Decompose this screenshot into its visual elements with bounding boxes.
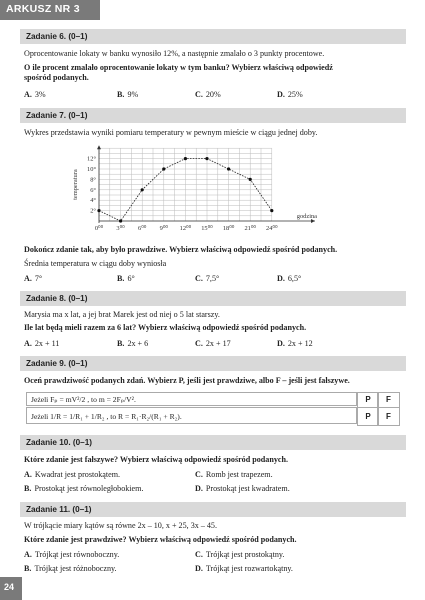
task-7-title: Zadanie 7. (0–1) [26,111,88,120]
task-6-question-line1: O ile procent zmalało oprocentowanie lokaty w tym banku? Wybierz właściwą odpowiedź [24,63,333,72]
data-point [141,188,144,191]
x-tick-label: 6⁰⁰ [138,225,147,232]
task-7-option-d[interactable]: D. 6,5° [277,274,302,283]
task-10-option-c[interactable]: C. Romb jest trapezem. [195,470,273,479]
data-point [162,167,165,170]
task-10-option-a[interactable]: A. Kwadrat jest prostokątem. [24,470,121,479]
x-tick-label: 24⁰⁰ [266,225,278,232]
data-point [249,178,252,181]
task-6-question-line2: spośród podanych. [24,73,89,82]
chart-labels [72,156,317,232]
task-8-header [20,291,406,306]
task-10-title: Zadanie 10. (0–1) [26,438,92,447]
task-9-row2-p[interactable]: P [357,407,379,426]
y-tick-label: 6° [90,186,96,194]
temperature-chart [50,142,350,242]
y-tick-label: 12° [87,155,96,163]
y-tick-label: 2° [90,207,96,215]
x-tick-label: 3⁰⁰ [116,225,125,232]
x-tick-label: 12⁰⁰ [179,225,192,232]
task-7-option-b[interactable]: B. 6° [117,274,135,283]
task-8-question: Ile lat będą mieli razem za 6 lat? Wybierz właściwą odpowiedź spośród podanych. [24,323,307,332]
task-6-text: Oprocentowanie lokaty w banku wynosiło 12%, a następnie zmalało o 3 punkty procentowe. [24,49,325,58]
task-9-title: Zadanie 9. (0–1) [26,359,88,368]
page-number: 24 [4,582,15,592]
task-11-option-a[interactable]: A. Trójkąt jest równoboczny. [24,550,120,559]
task-11-header [20,502,406,517]
task-11-text: W trójkącie miary kątów są równe 2x – 10, x + 25, 3x – 45. [24,521,218,530]
task-8-option-a[interactable]: A. 2x + 11 [24,339,60,348]
sheet-title: ARKUSZ NR 3 [6,3,80,15]
task-7-sentence: Średnia temperatura w ciągu doby wyniosła [24,259,167,268]
task-9-row1-f[interactable]: F [377,392,400,408]
data-point [270,209,273,212]
task-7-question: Dokończ zdanie tak, aby było prawdziwe. Wybierz właściwą odpowiedź spośród podanych. [24,245,338,254]
data-point [97,209,100,212]
task-8-title: Zadanie 8. (0–1) [26,294,88,303]
task-9-statement-1: Jeżeli Fₚ = mV²/2 , to m = 2Fₚ/V². [26,392,357,406]
task-10-header [20,435,406,450]
task-7-header [20,108,406,123]
task-8-text: Marysia ma x lat, a jej brat Marek jest od niej o 5 lat starszy. [24,310,220,319]
data-point [184,157,187,160]
x-axis-label: godzina [296,213,317,220]
task-6-header [20,29,406,44]
task-10-option-d[interactable]: D. Prostokąt jest kwadratem. [195,484,290,493]
data-point [227,167,230,170]
task-8-option-c[interactable]: C. 2x + 17 [195,339,231,348]
task-9-question: Oceń prawdziwość podanych zdań. Wybierz P, jeśli jest prawdziwe, albo F – jeśli jest fałszywe. [24,376,350,385]
chart-axes [97,145,315,223]
task-9-header [20,356,406,371]
x-tick-label: 21⁰⁰ [244,225,256,232]
task-8-option-b[interactable]: B. 2x + 6 [117,339,149,348]
x-tick-label: 18⁰⁰ [222,225,235,232]
data-point [119,219,122,222]
task-11-question: Które zdanie jest prawdziwe? Wybierz właściwą odpowiedź spośród podanych. [24,535,297,544]
task-6-option-b[interactable]: B. 9% [117,90,139,99]
task-7-option-a[interactable]: A. 7° [24,274,43,283]
y-tick-label: 8° [90,176,96,184]
task-11-option-c[interactable]: C. Trójkąt jest prostokątny. [195,550,285,559]
task-7-option-c[interactable]: C. 7,5° [195,274,220,283]
y-axis-label: temperatura [72,169,79,200]
task-10-question: Które zdanie jest fałszywe? Wybierz właściwą odpowiedź spośród podanych. [24,455,289,464]
task-8-option-d[interactable]: D. 2x + 12 [277,339,313,348]
page-number-tab [0,577,22,600]
task-6-title: Zadanie 6. (0–1) [26,32,88,41]
data-point [205,157,208,160]
task-11-option-b[interactable]: B. Trójkąt jest różnoboczny. [24,564,117,573]
y-tick-label: 10° [87,166,96,173]
task-9-row1-p[interactable]: P [357,392,379,408]
task-10-option-b[interactable]: B. Prostokąt jest równoległobokiem. [24,484,144,493]
sheet-header [0,0,100,20]
task-6-option-d[interactable]: D. 25% [277,90,303,99]
task-7-text: Wykres przedstawia wyniki pomiaru temperatury w pewnym mieście w ciągu jednej doby. [24,128,318,137]
task-6-option-c[interactable]: C. 20% [195,90,221,99]
task-6-option-a[interactable]: A. 3% [24,90,46,99]
x-tick-label: 15⁰⁰ [201,225,213,232]
y-axis-arrow [97,145,101,149]
task-11-title: Zadanie 11. (0–1) [26,505,92,514]
task-9-row2-f[interactable]: F [377,407,400,426]
x-tick-label: 0⁰⁰ [94,225,104,232]
x-tick-label: 9⁰⁰ [159,225,168,232]
task-9-statement-2: Jeżeli 1/R = 1/R₁ + 1/R₂ , to R = R₁·R₂/(R₁ + R₂). [26,407,357,424]
task-11-option-d[interactable]: D. Trójkąt jest rozwartokątny. [195,564,293,573]
y-tick-label: 4° [90,197,96,205]
